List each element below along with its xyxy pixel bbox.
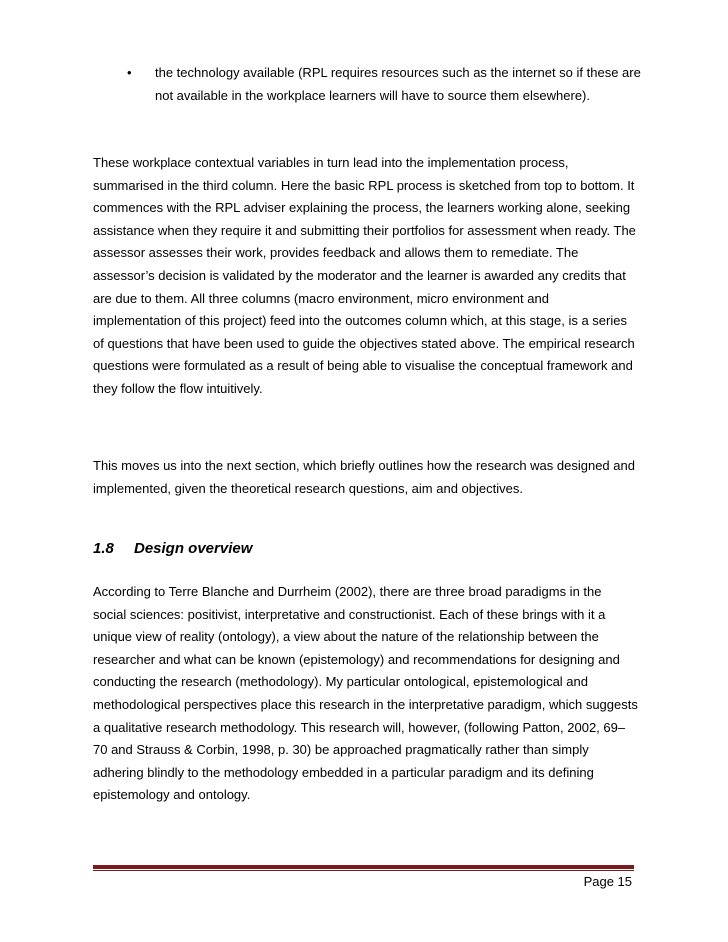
paragraph-next-section: This moves us into the next section, which briefly outlines how the research was designed and implemented, given the theoretical research questions, aim and objectives.: [93, 458, 635, 496]
section-title: Design overview: [134, 540, 253, 557]
section-number: 1.8: [93, 540, 114, 557]
footer-divider-thin: [93, 870, 634, 871]
footer-divider: [93, 865, 634, 869]
section-heading: [93, 539, 252, 559]
bullet-icon: •: [127, 65, 132, 80]
page-number: Page 15: [583, 874, 632, 889]
paragraph-implementation: These workplace contextual variables in turn lead into the implementation process, summarised in the third column. Here the basic RPL process is sketched from top to bottom. It commences with the RPL adviser explaining the process, the learners working alone, seeking assistance when they require it and submitting their portfolios for assessment when ready. The assessor assesses their work, provides feedback and allows them to remediate. The assessor’s decision is validated by the moderator and the learner is awarded any credits that are due to them. All three columns (macro environment, micro environment and implementation of this project) feed into the outcomes column which, at this stage, is a series of questions that have been used to guide the objectives stated above. The empirical research questions were formulated as a result of being able to visualise the conceptual framework and they follow the flow intuitively.: [93, 155, 636, 396]
paragraph-design-overview: According to Terre Blanche and Durrheim (2002), there are three broad paradigms in the social sciences: positivist, interpretative and constructionist. Each of these brings with it a unique view of reality (ontology), a view about the nature of the relationship between the researcher and what can be known (epistemology) and recommendations for designing and conducting the research (methodology). My particular ontological, epistemological and methodological perspectives place this research in the interpretative paradigm, which suggests a qualitative research methodology. This research will, however, (following Patton, 2002, 69–70 and Strauss & Corbin, 1998, p. 30) be approached pragmatically rather than simply adhering blindly to the methodology embedded in a particular paradigm and its defining epistemology and ontology.: [93, 584, 638, 803]
bullet-list: [127, 62, 647, 107]
bullet-text: the technology available (RPL requires resources such as the internet so if these are not available in the workplace learners will have to source them elsewhere).: [155, 65, 641, 103]
list-item: [127, 62, 647, 107]
